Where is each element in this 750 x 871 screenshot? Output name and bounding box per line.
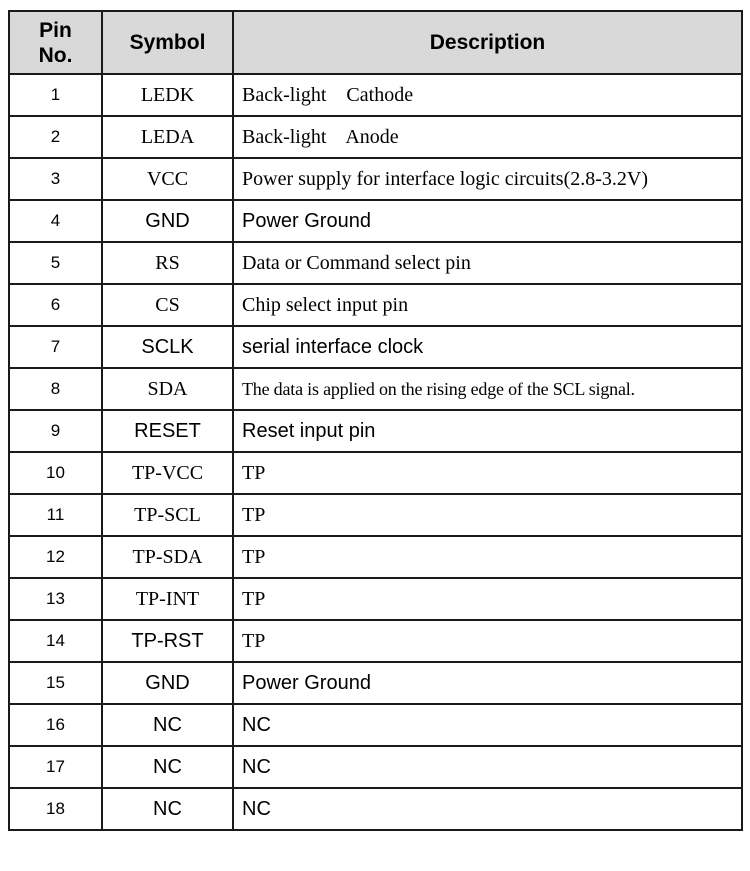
pin-number-cell: 12: [9, 536, 102, 578]
table-body: [9, 74, 742, 830]
pin-number-cell: 2: [9, 116, 102, 158]
pin-number-cell: 1: [9, 74, 102, 116]
pin-number-cell: 7: [9, 326, 102, 368]
symbol-cell: NC: [102, 788, 233, 830]
description-cell: Power Ground: [233, 200, 742, 242]
description-cell: Reset input pin: [233, 410, 742, 452]
pin-number-cell: 6: [9, 284, 102, 326]
description-cell: TP: [233, 536, 742, 578]
description-cell: Back-light Cathode: [233, 74, 742, 116]
description-cell: NC: [233, 704, 742, 746]
symbol-cell: TP-SDA: [102, 536, 233, 578]
table-row: [9, 452, 742, 494]
table-row: [9, 74, 742, 116]
description-cell: NC: [233, 746, 742, 788]
table-row: [9, 242, 742, 284]
symbol-cell: GND: [102, 200, 233, 242]
table-row: [9, 578, 742, 620]
header-pin-no-line1: Pin: [39, 18, 72, 42]
pin-number-cell: 4: [9, 200, 102, 242]
pin-number-cell: 3: [9, 158, 102, 200]
description-cell: TP: [233, 494, 742, 536]
pin-number-cell: 16: [9, 704, 102, 746]
description-cell: TP: [233, 578, 742, 620]
symbol-cell: SCLK: [102, 326, 233, 368]
symbol-cell: GND: [102, 662, 233, 704]
table-row: [9, 494, 742, 536]
symbol-cell: SDA: [102, 368, 233, 410]
symbol-cell: CS: [102, 284, 233, 326]
pin-number-cell: 10: [9, 452, 102, 494]
table-row: [9, 116, 742, 158]
symbol-cell: NC: [102, 704, 233, 746]
symbol-cell: TP-INT: [102, 578, 233, 620]
description-cell: Power Ground: [233, 662, 742, 704]
description-cell: The data is applied on the rising edge of the SCL signal.: [233, 368, 742, 410]
description-cell: Back-light Anode: [233, 116, 742, 158]
description-cell: NC: [233, 788, 742, 830]
description-cell: TP: [233, 620, 742, 662]
symbol-cell: TP-VCC: [102, 452, 233, 494]
symbol-cell: RESET: [102, 410, 233, 452]
table-row: [9, 662, 742, 704]
table-row: [9, 410, 742, 452]
symbol-cell: LEDA: [102, 116, 233, 158]
header-pin-no: [9, 11, 102, 74]
pin-number-cell: 11: [9, 494, 102, 536]
table-row: [9, 620, 742, 662]
description-cell: TP: [233, 452, 742, 494]
symbol-cell: LEDK: [102, 74, 233, 116]
table-row: [9, 368, 742, 410]
pin-definition-table: [8, 10, 743, 831]
pin-number-cell: 5: [9, 242, 102, 284]
pin-number-cell: 18: [9, 788, 102, 830]
symbol-cell: TP-RST: [102, 620, 233, 662]
symbol-cell: RS: [102, 242, 233, 284]
pin-number-cell: 9: [9, 410, 102, 452]
table-row: [9, 326, 742, 368]
table-row: [9, 200, 742, 242]
symbol-cell: VCC: [102, 158, 233, 200]
description-cell: Data or Command select pin: [233, 242, 742, 284]
table-row: [9, 284, 742, 326]
header-description: Description: [233, 11, 742, 74]
header-symbol: Symbol: [102, 11, 233, 74]
description-cell: Power supply for interface logic circuits(2.8-3.2V): [233, 158, 742, 200]
description-cell: Chip select input pin: [233, 284, 742, 326]
pin-number-cell: 15: [9, 662, 102, 704]
description-cell: serial interface clock: [233, 326, 742, 368]
table-header: [9, 11, 742, 74]
pin-number-cell: 8: [9, 368, 102, 410]
table-row: [9, 746, 742, 788]
symbol-cell: NC: [102, 746, 233, 788]
pin-number-cell: 14: [9, 620, 102, 662]
header-row: [9, 11, 742, 74]
table-row: [9, 536, 742, 578]
symbol-cell: TP-SCL: [102, 494, 233, 536]
table-row: [9, 788, 742, 830]
table-row: [9, 704, 742, 746]
table-row: [9, 158, 742, 200]
header-pin-no-line2: No.: [38, 43, 73, 67]
pin-number-cell: 17: [9, 746, 102, 788]
pin-number-cell: 13: [9, 578, 102, 620]
